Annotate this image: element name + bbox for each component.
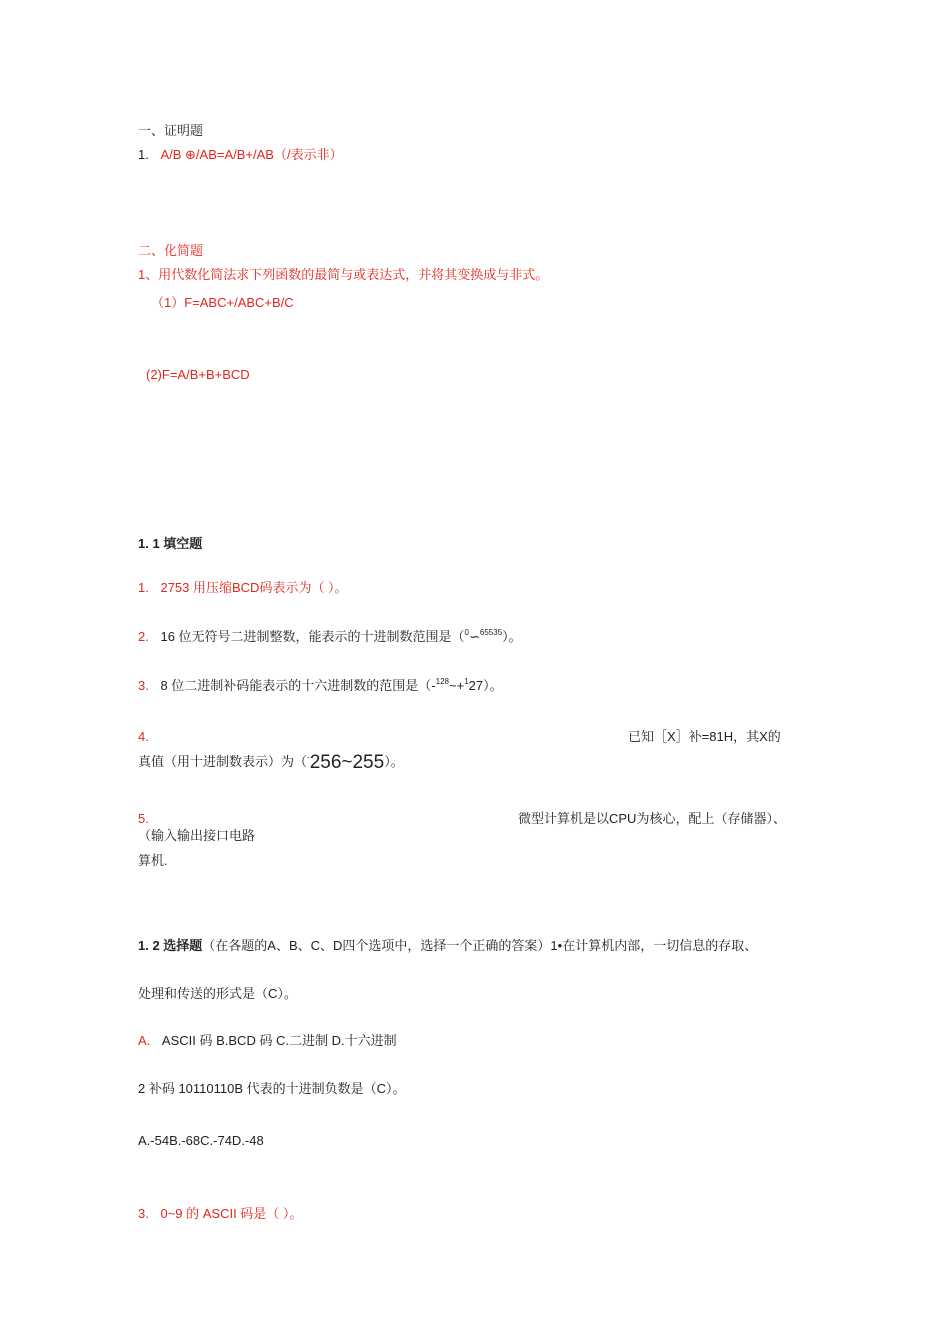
section1-question-1 (138, 147, 343, 163)
answer-value: 256~255 (309, 752, 385, 773)
minus-mark: - (307, 753, 310, 762)
fill-question-5-line3: 算机. (138, 853, 168, 868)
choice-question-1-options (138, 1033, 397, 1049)
fill-question-1 (138, 580, 348, 596)
fill-question-5-number: 5. (138, 811, 149, 826)
section2-heading: 二、化简题 (138, 243, 204, 258)
choice-question-2: 2 补码 10110110B 代表的十进制负数是（C）。 (138, 1081, 406, 1096)
range-start: 0 (464, 628, 469, 637)
choice-question-3 (138, 1206, 302, 1222)
question-text: 0~9 的 ASCII 码是（ ）。 (160, 1206, 303, 1221)
question-number: 1. (138, 147, 149, 162)
section2-item-2: (2)F=A/B+B+BCD (146, 367, 250, 382)
section2-item-1: （1）F=ABC+/ABC+B/C (151, 295, 294, 310)
question-text: 2753 用压缩BCD码表示为（ ）。 (160, 580, 348, 595)
fill-question-2 (138, 628, 522, 645)
fill-heading: 1. 1 填空题 (138, 536, 203, 551)
question-number: 3. (138, 678, 149, 693)
fill-question-5-line2: （输入输出接口电路 (138, 828, 256, 843)
fill-question-4-number: 4. (138, 729, 149, 744)
fill-question-5-text: 微型计算机是以CPU为核心，配上（存储器）、 (518, 811, 786, 826)
choice-heading (138, 938, 757, 954)
question-number: 3. (138, 1206, 149, 1221)
section1-heading: 一、证明题 (138, 123, 204, 138)
question-text-pre: 8 位二进制补码能表示的十六进制数的范围是（- (160, 678, 436, 693)
fill-question-4-text: 已知［X］补=81H，其X的 (628, 729, 781, 744)
question-text-post: ）。 (384, 754, 404, 769)
range-mid: ~+ (449, 678, 465, 693)
question-text-pre: 16 位无符号二进制整数，能表示的十进制数范围是（ (160, 629, 465, 644)
question-text-post: ）。 (502, 629, 522, 644)
fill-question-4-line2 (138, 751, 404, 775)
option-label: A. (138, 1033, 151, 1048)
range-end-digit: 1 (464, 677, 469, 686)
range-tilde: ∽ (469, 629, 480, 644)
range-start: 128 (435, 677, 449, 686)
question-text-pre: 真值（用十进制数表示）为（ (138, 754, 308, 769)
choice-heading-title: 1. 2 选择题 (138, 938, 203, 953)
choice-question-1-line2: 处理和传送的形式是（C）。 (138, 986, 297, 1001)
choice-question-2-options: A.-54B.-68C.-74D.-48 (138, 1133, 264, 1148)
question-text: A/B ⊕/AB=A/B+/AB（/表示非） (160, 147, 343, 162)
section2-question-1: 1、用代数化简法求下列函数的最简与或表达式，并将其变换成与非式。 (138, 267, 549, 282)
choice-heading-text: （在各题的A、B、C、D四个选项中，选择一个正确的答案）1•在计算机内部，一切信息的存取、 (202, 938, 758, 953)
question-text-post: 27）。 (468, 678, 503, 693)
question-number: 2. (138, 629, 149, 644)
options-text: ASCII 码 B.BCD 码 C.二进制 D.十六进制 (161, 1033, 397, 1048)
fill-question-3 (138, 677, 503, 694)
question-number: 1. (138, 580, 149, 595)
range-end: 65535 (479, 628, 503, 637)
